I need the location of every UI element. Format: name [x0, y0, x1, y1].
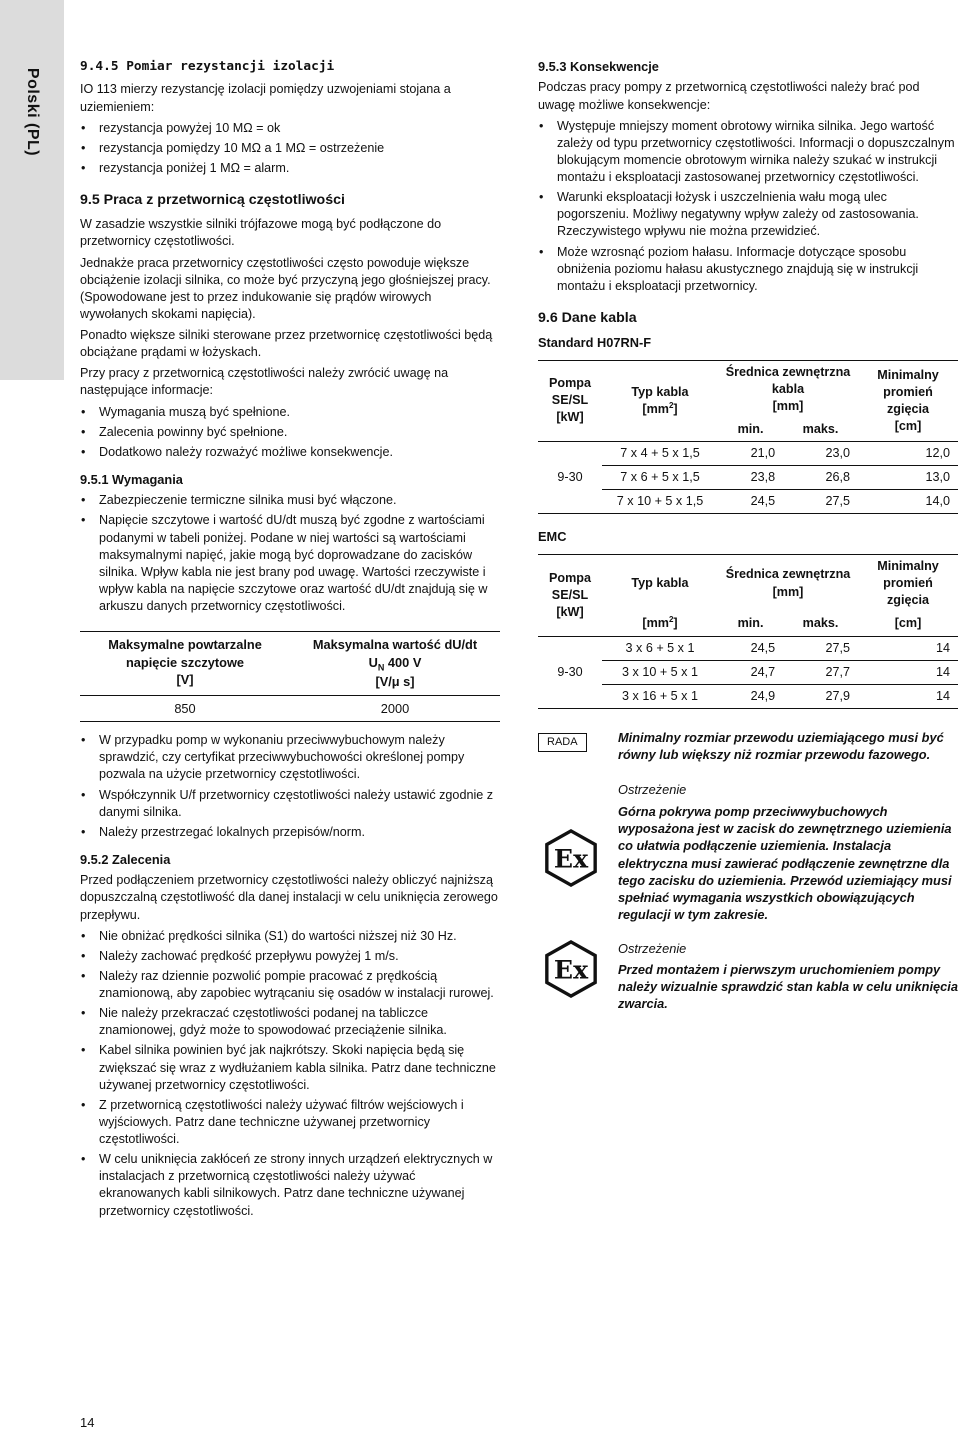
- voltage-table: [80, 631, 500, 722]
- emc-header-min: min.: [718, 612, 783, 636]
- table-cell: 13,0: [858, 466, 958, 490]
- ex-icon-cell: [538, 940, 618, 998]
- header-line: SE/SL: [551, 393, 589, 408]
- table-cell: 24,7: [718, 660, 783, 684]
- table-cell: 23,0: [825, 446, 850, 461]
- header-unit: [mm]: [772, 398, 804, 413]
- std-header-type: [602, 360, 718, 442]
- header-unit: ]: [673, 401, 678, 416]
- list-item: • Występuje mniejszy moment obrotowy wirnika silnika. Jego wartość zależy od typu przetwornicy częstotliwości. Informacji o dopuszczalnym blokującym momencie obrotowym wirnika należy szukać w instrukcji montażu i eksploatacji zastosowanej przetwornicy częstotliwości.: [538, 118, 958, 187]
- header-line: napięcie szczytowe: [125, 654, 245, 670]
- header-line: kabla: [771, 381, 805, 396]
- header-line: SE/SL: [551, 587, 589, 602]
- warning-2-title: Ostrzeżenie: [618, 940, 687, 956]
- header-superscript: 2: [668, 400, 674, 410]
- table-cell: 26,8: [783, 466, 858, 490]
- std-header-pompa: [538, 360, 602, 442]
- list-item: • Należy zachować prędkość przepływu powyżej 1 m/s.: [80, 948, 500, 965]
- emc-pompa-value: 9-30: [538, 636, 602, 708]
- table-cell: 27,5: [825, 640, 850, 655]
- table-cell: 24,5: [718, 490, 783, 514]
- s953-intro: Podczas pracy pompy z przetwornicą częstotliwości należy brać pod uwagę możliwe konsekwencje:: [538, 80, 920, 112]
- emc-header-radius: [858, 554, 958, 612]
- list-item: • Wymagania muszą być spełnione.: [80, 404, 500, 421]
- header-line: Średnica zewnętrzna: [725, 364, 851, 379]
- ex-icon-cell: [538, 781, 618, 887]
- warning-note-2: [538, 940, 958, 1013]
- header-line: Typ kabla: [631, 384, 689, 399]
- standard-label: Standard H07RN-F: [538, 335, 652, 351]
- list-item: • Zabezpieczenie termiczne silnika musi być włączone.: [80, 492, 500, 509]
- explosion-proof-icon: [542, 940, 600, 998]
- voltage-table-cell: 2000: [290, 695, 500, 721]
- table-cell: 14: [935, 640, 950, 655]
- table-cell: 12,0: [925, 446, 950, 461]
- std-header-max: maks.: [783, 418, 858, 442]
- header-line: Średnica zewnętrzna: [725, 567, 851, 582]
- heading-9-5-3: 9.5.3 Konsekwencje: [538, 59, 659, 74]
- left-column: [80, 58, 500, 1224]
- table-cell: 14: [858, 660, 958, 684]
- list-item: • rezystancja powyżej 10 MΩ = ok: [80, 120, 500, 137]
- table-cell: 24,9: [718, 684, 783, 708]
- s945-list: [80, 120, 500, 177]
- list-item: • rezystancja pomiędzy 10 MΩ a 1 MΩ = ostrzeżenie: [80, 140, 500, 157]
- emc-header-max: maks.: [783, 612, 858, 636]
- s945-intro: IO 113 mierzy rezystancję izolacji pomiędzy uzwojeniami stojana a uziemieniem:: [80, 82, 451, 114]
- header-unit: [V]: [176, 672, 194, 687]
- header-line: Minimalny: [877, 367, 939, 382]
- emc-header-type: Typ kabla: [602, 554, 718, 612]
- table-cell: 3 x 6 + 5 x 1: [625, 640, 695, 655]
- std-header-diameter: [718, 360, 858, 418]
- list-item: • Nie obniżać prędkości silnika (S1) do wartości niższej niż 30 Hz.: [80, 928, 500, 945]
- header-line: promień: [883, 575, 933, 590]
- warning-1-title: Ostrzeżenie: [618, 782, 687, 798]
- header-line: Maksymalna wartość dU/dt: [312, 637, 478, 653]
- emc-header-pompa: [538, 554, 602, 636]
- warning-2-body: [618, 940, 958, 1013]
- list-item: • Może wzrosnąć poziom hałasu. Informacje dotyczące sposobu obniżenia poziomu hałasu akustycznego znajdują się w instrukcji montażu i eksploatacji przetwornicy.: [538, 244, 958, 295]
- header-unit: [mm: [642, 401, 669, 416]
- list-item: • Napięcie szczytowe i wartość dU/dt muszą być zgodne z wartościami podanymi w tabeli poniżej. Podane w niej wartości są wartościami maksymalnymi napięć, jakie mogą być doprowadzane do zacisków silnika. Wpływ kabla nie jest brany pod uwagę. Wartości rzeczywiste i wpływ kabla na napięcie szczytowe oraz wartość dU/dt znajdują się w arkuszu danych przetwornicy częstotliwości.: [80, 512, 500, 615]
- header-line: Pompa: [549, 570, 591, 585]
- header-line: zgięcia: [887, 593, 929, 608]
- emc-cable-table: [538, 554, 958, 709]
- table-cell: 3 x 16 + 5 x 1: [602, 684, 718, 708]
- heading-9-5-2: 9.5.2 Zalecenia: [80, 851, 171, 867]
- list-item: • Warunki eksploatacji łożysk i uszczelnienia wału mogą ulec pogorszeniu. Możliwy negatywny wpływ zależy od zastosowania. Rzeczywistego wpływu nie można przewidzieć.: [538, 189, 958, 240]
- s95-paragraph-3: Ponadto większe silniki sterowane przez przetwornicę częstotliwości będą obciążane prądami w łożyskach.: [80, 328, 493, 360]
- list-item: • W przypadku pomp w wykonaniu przeciwwybuchowym należy sprawdzić, czy certyfikat przeciwwybuchowości określonej pompy pozwala na użycie przetwornicy częstotliwości.: [80, 732, 500, 783]
- table-cell: 27,9: [783, 684, 858, 708]
- emc-label: EMC: [538, 529, 567, 545]
- table-cell: 14: [858, 684, 958, 708]
- voltage-table-header-peak: [80, 632, 290, 696]
- table-cell: 23,8: [718, 466, 783, 490]
- heading-9-4-5: 9.4.5 Pomiar rezystancji izolacji: [80, 59, 335, 74]
- header-unit: [V/μ s]: [375, 674, 415, 690]
- emc-unit-type: [602, 612, 718, 636]
- list-item: • W celu uniknięcia zakłóceń ze strony innych urządzeń elektrycznych w instalacjach z przetwornicą częstotliwości należy używać ekranowanych kabli silnikowych. Patrz dane techniczne używanej przetwornicy częstotliwości.: [80, 1151, 500, 1220]
- tip-badge: RADA: [538, 733, 587, 752]
- s95-paragraph-1: W zasadzie wszystkie silniki trójfazowe mogą być podłączone do przetwornicy częstotliwości.: [80, 217, 442, 249]
- standard-cable-table: [538, 360, 958, 515]
- right-column: [538, 58, 958, 1013]
- header-unit: ]: [673, 616, 678, 631]
- s95-list: [80, 404, 500, 461]
- heading-9-5-1: 9.5.1 Wymagania: [80, 471, 183, 487]
- list-item: • Dodatkowo należy rozważyć możliwe konsekwencje.: [80, 444, 500, 461]
- table-cell: 24,5: [750, 640, 776, 655]
- language-side-tab: [0, 0, 64, 380]
- header-unit: [cm]: [894, 418, 922, 433]
- voltage-table-header-dudt: [290, 632, 500, 696]
- header-superscript: 2: [668, 615, 674, 625]
- svg-text:Ex: Ex: [553, 954, 589, 985]
- header-unit: [kW]: [556, 410, 584, 425]
- header-subscript: N: [377, 662, 385, 673]
- list-item: • Nie należy przekraczać częstotliwości podanej na tabliczce znamionowej, gdyż może to spowodować przeciążenie silnika.: [80, 1005, 500, 1039]
- list-item: • Z przetwornicą częstotliwości należy używać filtrów wejściowych i wyjściowych. Patrz dane techniczne używanej przetwornicy częstotliwości.: [80, 1097, 500, 1148]
- header-line: Minimalny: [877, 558, 939, 573]
- warning-1-body: [618, 781, 958, 923]
- voltage-table-cell: 850: [80, 695, 290, 721]
- tip-badge-cell: [538, 729, 618, 752]
- s952-intro: Przed podłączeniem przetwornicy częstotliwości należy obliczyć najniższą dopuszczalną częstotliwość dla danej instalacji w celu uniknięcia zerowego przepływu.: [80, 873, 498, 922]
- list-item: • Należy raz dziennie pozwolić pompie pracować z prędkością znamionową, aby zapobiec wytrącaniu się osadów w instalacji rurowej.: [80, 968, 500, 1002]
- list-item: • Należy przestrzegać lokalnych przepisów/norm.: [80, 824, 500, 841]
- header-line: zgięcia: [887, 401, 929, 416]
- table-cell: 3 x 10 + 5 x 1: [602, 660, 718, 684]
- warning-note-1: [538, 781, 958, 923]
- header-unit: [mm]: [772, 584, 804, 599]
- header-line: promień: [883, 384, 933, 399]
- table-cell: 14,0: [858, 490, 958, 514]
- std-pompa-value: 9-30: [538, 442, 602, 514]
- svg-text:Ex: Ex: [553, 844, 589, 875]
- heading-9-5: 9.5 Praca z przetwornicą częstotliwości: [80, 192, 345, 209]
- table-cell: 27,7: [783, 660, 858, 684]
- explosion-proof-icon: [542, 829, 600, 887]
- page-number: 14: [80, 1415, 95, 1430]
- header-line: Maksymalne powtarzalne: [108, 637, 262, 653]
- warning-1-text: Górna pokrywa pomp przeciwwybuchowych wyposażona jest w zacisk do zewnętrznego uziemienia co ułatwia podłączenie uziemienia. Instalacja elektryczna musi zawierać podłączenie zewnętrzne dla tego zacisku do uziemienia. Przewód uziemiający musi spełniać wymagania wszystkich obowiązujących regulacji w tym zakresie.: [618, 803, 952, 923]
- heading-9-6: 9.6 Dane kabla: [538, 309, 637, 326]
- language-label: Polski (PL): [23, 67, 41, 157]
- list-item: • Zalecenia powinny być spełnione.: [80, 424, 500, 441]
- after-table-list: [80, 732, 500, 841]
- s95-paragraph-2: Jednakże praca przetwornicy częstotliwości często powoduje większe obciążenie izolacji silnika, co może być przyczyną jego głośniejszej pracy. (Spowodowane jest to przez indukowanie się prądów wirowych wywołanych skokami napięcia).: [80, 255, 491, 321]
- emc-unit-radius: [cm]: [858, 612, 958, 636]
- list-item: • rezystancja poniżej 1 MΩ = alarm.: [80, 160, 500, 177]
- table-cell: 7 x 4 + 5 x 1,5: [620, 446, 700, 461]
- std-header-min: min.: [718, 418, 783, 442]
- list-item: • Kabel silnika powinien być jak najkrótszy. Skoki napięcia będą się zwiększać się wraz z wydłużaniem kabla silnika. Patrz dane techniczne używanej przetwornicy częstotliwości.: [80, 1042, 500, 1093]
- header-line: 400 V: [384, 654, 422, 670]
- list-item: • Współczynnik U/f przetwornicy częstotliwości należy ustawić zgodnie z danymi silnika.: [80, 787, 500, 821]
- s95-paragraph-4: Przy pracy z przetwornicą częstotliwości należy zwrócić uwagę na następujące informacje:: [80, 366, 449, 398]
- warning-2-text: Przed montażem i pierwszym uruchomieniem pompy należy wizualnie sprawdzić stan kabla w celu uniknięcia zwarcia.: [618, 961, 958, 1012]
- table-cell: 7 x 6 + 5 x 1,5: [602, 466, 718, 490]
- header-symbol: U: [368, 654, 378, 670]
- s951-list: [80, 492, 500, 615]
- header-line: Pompa: [549, 376, 591, 391]
- table-cell: 21,0: [750, 446, 776, 461]
- tip-note: [538, 729, 958, 764]
- table-cell: 27,5: [783, 490, 858, 514]
- header-unit: [mm: [642, 616, 669, 631]
- emc-header-diameter: [718, 554, 858, 612]
- s953-list: [538, 118, 958, 295]
- std-header-radius: [858, 360, 958, 442]
- header-unit: [kW]: [556, 604, 584, 619]
- table-cell: 7 x 10 + 5 x 1,5: [602, 490, 718, 514]
- tip-text: Minimalny rozmiar przewodu uziemiającego musi być równy lub większy niż rozmiar przewodu fazowego.: [618, 729, 944, 763]
- s952-list: [80, 928, 500, 1220]
